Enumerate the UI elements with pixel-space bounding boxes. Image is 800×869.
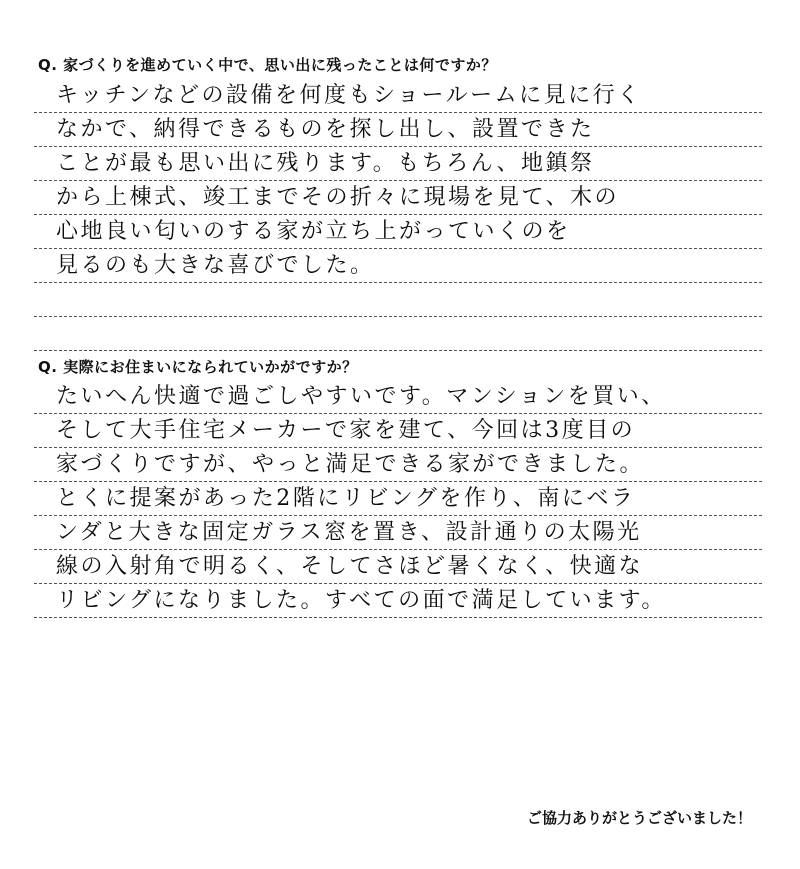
answer-line (34, 448, 762, 482)
answer-line (34, 584, 762, 618)
answer-text: なかで、納得できるものを探し出し、設置できた (56, 117, 595, 142)
answer-text: リビングになりました。すべての面で満足しています。 (56, 588, 666, 613)
answer-text: キッチンなどの設備を何度もショールームに見に行く (56, 83, 642, 108)
answer-line (34, 550, 762, 584)
answer-2-lines (34, 380, 762, 618)
answer-text: とくに提案があった2階にリビングを作り、南にベラ (56, 486, 636, 511)
closing-message: ご協力ありがとうございました！ (526, 809, 752, 827)
answer-line (34, 79, 762, 113)
answer-line (34, 482, 762, 516)
answer-line (34, 317, 762, 351)
answer-line (34, 215, 762, 249)
answer-line (34, 249, 762, 283)
answer-text: ンダと大きな固定ガラス窓を置き、設計通りの太陽光 (56, 520, 642, 545)
answer-text: ことが最も思い出に残ります。もちろん、地鎮祭 (56, 151, 595, 176)
answer-text: 見るのも大きな喜びでした。 (56, 253, 375, 278)
answer-text: そして大手住宅メーカーで家を建て、今回は3度目の (56, 418, 636, 443)
answer-text: から上棟式、竣工までその折々に現場を見て、木の (56, 185, 620, 210)
answer-line (34, 414, 762, 448)
answer-line (34, 380, 762, 414)
answer-line (34, 283, 762, 317)
answer-text: 家づくりですが、やっと満足できる家ができました。 (56, 452, 645, 477)
question-2-label: Q. 実際にお住まいになられていかがですか？ (38, 358, 358, 376)
answer-line (34, 516, 762, 550)
question-1-label: Q. 家づくりを進めていく中で、思い出に残ったことは何ですか？ (38, 56, 497, 74)
answer-text: 線の入射角で明るく、そしてさほど暑くなく、快適な (56, 554, 644, 579)
answer-text: たいへん快適で過ごしやすいです。マンションを買い、 (56, 384, 666, 409)
answer-1-lines (34, 79, 762, 351)
answer-line (34, 113, 762, 147)
answer-text: 心地良い匂いのする家が立ち上がっていくのを (56, 219, 571, 244)
answer-line (34, 147, 762, 181)
answer-line (34, 181, 762, 215)
